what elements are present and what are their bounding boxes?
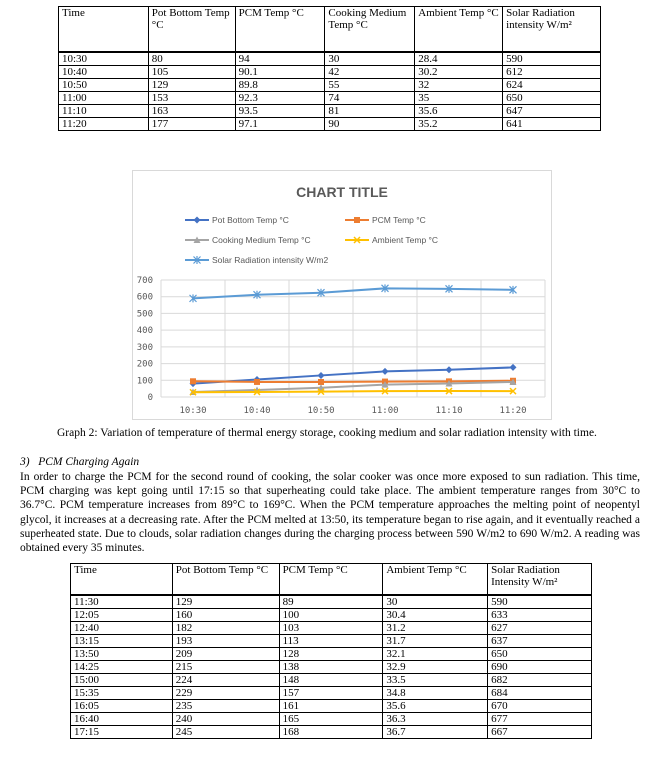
table-cell: 35.2 bbox=[415, 118, 503, 131]
table-cell: 13:15 bbox=[71, 635, 173, 648]
header-cell: Pot Bottom Temp °C bbox=[172, 564, 279, 596]
table-cell: 677 bbox=[488, 713, 592, 726]
table-cell: 36.3 bbox=[383, 713, 488, 726]
table-cell: 31.7 bbox=[383, 635, 488, 648]
series-line bbox=[193, 381, 513, 382]
table-row bbox=[71, 726, 592, 739]
table-cell: 161 bbox=[279, 700, 383, 713]
table-cell: 229 bbox=[172, 687, 279, 700]
table-cell: 15:35 bbox=[71, 687, 173, 700]
table-cell: 100 bbox=[279, 609, 383, 622]
table-row bbox=[71, 713, 592, 726]
table-cell: 113 bbox=[279, 635, 383, 648]
table-cell: 165 bbox=[279, 713, 383, 726]
table-cell: 12:40 bbox=[71, 622, 173, 635]
header-cell: Ambient Temp °C bbox=[383, 564, 488, 596]
header-cell: Time bbox=[59, 7, 149, 53]
table-row bbox=[71, 648, 592, 661]
table-cell: 97.1 bbox=[235, 118, 325, 131]
table-cell: 89 bbox=[279, 595, 383, 609]
table-cell: 682 bbox=[488, 674, 592, 687]
header-cell: Solar Radiation Intensity W/m² bbox=[488, 564, 592, 596]
header-cell: Time bbox=[71, 564, 173, 596]
table-cell: 33.5 bbox=[383, 674, 488, 687]
table-cell: 129 bbox=[148, 79, 235, 92]
table-row bbox=[59, 118, 601, 131]
y-tick-label: 600 bbox=[136, 292, 153, 303]
table-cell: 138 bbox=[279, 661, 383, 674]
chart-title: CHART TITLE bbox=[296, 184, 388, 200]
table-cell: 670 bbox=[488, 700, 592, 713]
table-cell: 81 bbox=[325, 105, 415, 118]
table-cell: 157 bbox=[279, 687, 383, 700]
y-tick-label: 700 bbox=[136, 276, 153, 286]
table-cell: 14:25 bbox=[71, 661, 173, 674]
data-point bbox=[318, 379, 324, 385]
table-row bbox=[59, 79, 601, 92]
table-cell: 667 bbox=[488, 726, 592, 739]
table-cell: 30 bbox=[325, 52, 415, 66]
table-cell: 177 bbox=[148, 118, 235, 131]
y-tick-label: 400 bbox=[136, 326, 153, 337]
table-cell: 80 bbox=[148, 52, 235, 66]
table-row bbox=[71, 595, 592, 609]
header-cell: PCM Temp °C bbox=[279, 564, 383, 596]
table-cell: 10:40 bbox=[59, 66, 149, 79]
table-cell: 105 bbox=[148, 66, 235, 79]
chart-canvas bbox=[133, 171, 551, 419]
data-point bbox=[354, 217, 360, 223]
legend-label: Solar Radiation intensity W/m2 bbox=[212, 255, 329, 265]
table-cell: 30.2 bbox=[415, 66, 503, 79]
table-cell: 35 bbox=[415, 92, 503, 105]
table-cell: 240 bbox=[172, 713, 279, 726]
data-point bbox=[194, 217, 201, 224]
data-point bbox=[382, 368, 389, 375]
table-cell: 35.6 bbox=[383, 700, 488, 713]
table-cell: 30.4 bbox=[383, 609, 488, 622]
table-cell: 235 bbox=[172, 700, 279, 713]
table-cell: 10:50 bbox=[59, 79, 149, 92]
table-cell: 90 bbox=[325, 118, 415, 131]
y-tick-label: 0 bbox=[147, 393, 153, 403]
table-cell: 17:15 bbox=[71, 726, 173, 739]
body-paragraph: In order to charge the PCM for the second round of cooking, the solar cooker was once more exposed to sun radiation. This time, PCM charging was kept going until 17:15 so that superheating could take place. The ambient temperature ranges from 30°C to 36.7°C. PCM temperature increases from 89°C to 169°C. When the PCM temperature approaches the melting point of neopentyl glycol, it increases at a decreasing rate. After the PCM melted at 13:50, its temperature began to rise again, and it eventually reached a superheated state. Due to clouds, solar radiation changes during the charging process between 590 W/m2 to 690 W/m2. A reading was obtained every 35 minutes. bbox=[20, 471, 640, 555]
table-cell: 15:00 bbox=[71, 674, 173, 687]
table-cell: 612 bbox=[503, 66, 601, 79]
table-cell: 42 bbox=[325, 66, 415, 79]
table-cell: 35.6 bbox=[415, 105, 503, 118]
y-tick-label: 300 bbox=[136, 342, 153, 353]
table-header-row bbox=[71, 564, 592, 596]
legend-label: Ambient Temp °C bbox=[372, 235, 439, 245]
table-row bbox=[71, 609, 592, 622]
table-cell: 690 bbox=[488, 661, 592, 674]
table-cell: 129 bbox=[172, 595, 279, 609]
table-cell: 16:05 bbox=[71, 700, 173, 713]
line-chart bbox=[132, 170, 552, 420]
data-point bbox=[446, 366, 453, 373]
section-heading: 3) PCM Charging Again bbox=[20, 456, 140, 468]
table-cell: 624 bbox=[503, 79, 601, 92]
legend-label: Cooking Medium Temp °C bbox=[212, 235, 311, 245]
table-cell: 168 bbox=[279, 726, 383, 739]
table-cell: 89.8 bbox=[235, 79, 325, 92]
table-cell: 10:30 bbox=[59, 52, 149, 66]
y-tick-label: 200 bbox=[136, 359, 153, 370]
table-cell: 11:20 bbox=[59, 118, 149, 131]
header-cell: Solar Radiation intensity W/m² bbox=[503, 7, 601, 53]
table-cell: 11:00 bbox=[59, 92, 149, 105]
table-cell: 627 bbox=[488, 622, 592, 635]
table-row bbox=[59, 105, 601, 118]
table-cell: 11:10 bbox=[59, 105, 149, 118]
table-cell: 245 bbox=[172, 726, 279, 739]
x-tick-label: 10:30 bbox=[179, 406, 207, 416]
table-row bbox=[59, 52, 601, 66]
table-cell: 16:40 bbox=[71, 713, 173, 726]
table-cell: 153 bbox=[148, 92, 235, 105]
table-cell: 12:05 bbox=[71, 609, 173, 622]
table-cell: 11:30 bbox=[71, 595, 173, 609]
table-cell: 637 bbox=[488, 635, 592, 648]
table-row bbox=[71, 674, 592, 687]
table-cell: 684 bbox=[488, 687, 592, 700]
table-cell: 590 bbox=[488, 595, 592, 609]
table-cell: 128 bbox=[279, 648, 383, 661]
table-cell: 650 bbox=[503, 92, 601, 105]
table-row bbox=[71, 661, 592, 674]
table-cell: 32.9 bbox=[383, 661, 488, 674]
x-tick-label: 11:00 bbox=[371, 406, 399, 416]
table-row bbox=[71, 635, 592, 648]
data-point bbox=[510, 364, 517, 371]
data-table-2 bbox=[70, 563, 592, 739]
table-cell: 13:50 bbox=[71, 648, 173, 661]
y-tick-label: 100 bbox=[136, 376, 153, 387]
table-cell: 74 bbox=[325, 92, 415, 105]
x-tick-label: 10:40 bbox=[243, 406, 271, 416]
table-cell: 94 bbox=[235, 52, 325, 66]
data-point bbox=[254, 379, 260, 385]
table-cell: 32 bbox=[415, 79, 503, 92]
table-row bbox=[71, 700, 592, 713]
table-cell: 34.8 bbox=[383, 687, 488, 700]
table-cell: 92.3 bbox=[235, 92, 325, 105]
data-point bbox=[190, 378, 196, 384]
legend-label: PCM Temp °C bbox=[372, 215, 426, 225]
series-line bbox=[193, 391, 513, 392]
table-cell: 28.4 bbox=[415, 52, 503, 66]
data-table-1 bbox=[58, 6, 601, 131]
table-cell: 93.5 bbox=[235, 105, 325, 118]
table-row bbox=[59, 92, 601, 105]
table-row bbox=[71, 687, 592, 700]
table-cell: 36.7 bbox=[383, 726, 488, 739]
table-body bbox=[59, 52, 601, 131]
x-tick-label: 11:20 bbox=[499, 406, 527, 416]
x-tick-label: 11:10 bbox=[435, 406, 463, 416]
table-cell: 215 bbox=[172, 661, 279, 674]
table-cell: 209 bbox=[172, 648, 279, 661]
table-cell: 90.1 bbox=[235, 66, 325, 79]
x-tick-label: 10:50 bbox=[307, 406, 335, 416]
table-cell: 633 bbox=[488, 609, 592, 622]
table-cell: 590 bbox=[503, 52, 601, 66]
table-cell: 182 bbox=[172, 622, 279, 635]
figure-caption: Graph 2: Variation of temperature of thermal energy storage, cooking medium and solar radiation intensity with time. bbox=[57, 427, 597, 439]
table-cell: 55 bbox=[325, 79, 415, 92]
table-cell: 30 bbox=[383, 595, 488, 609]
legend-label: Pot Bottom Temp °C bbox=[212, 215, 289, 225]
table-cell: 641 bbox=[503, 118, 601, 131]
header-cell: Pot Bottom Temp °C bbox=[148, 7, 235, 53]
data-point bbox=[318, 372, 325, 379]
table-cell: 103 bbox=[279, 622, 383, 635]
table-row bbox=[71, 622, 592, 635]
table-cell: 163 bbox=[148, 105, 235, 118]
header-cell: PCM Temp °C bbox=[235, 7, 325, 53]
table-cell: 193 bbox=[172, 635, 279, 648]
table-cell: 647 bbox=[503, 105, 601, 118]
header-cell: Cooking Medium Temp °C bbox=[325, 7, 415, 53]
table-cell: 160 bbox=[172, 609, 279, 622]
table-cell: 32.1 bbox=[383, 648, 488, 661]
table-header-row bbox=[59, 7, 601, 53]
table-body bbox=[71, 595, 592, 739]
table-cell: 650 bbox=[488, 648, 592, 661]
table-row bbox=[59, 66, 601, 79]
table-cell: 31.2 bbox=[383, 622, 488, 635]
table-cell: 224 bbox=[172, 674, 279, 687]
y-tick-label: 500 bbox=[136, 309, 153, 320]
header-cell: Ambient Temp °C bbox=[415, 7, 503, 53]
table-cell: 148 bbox=[279, 674, 383, 687]
